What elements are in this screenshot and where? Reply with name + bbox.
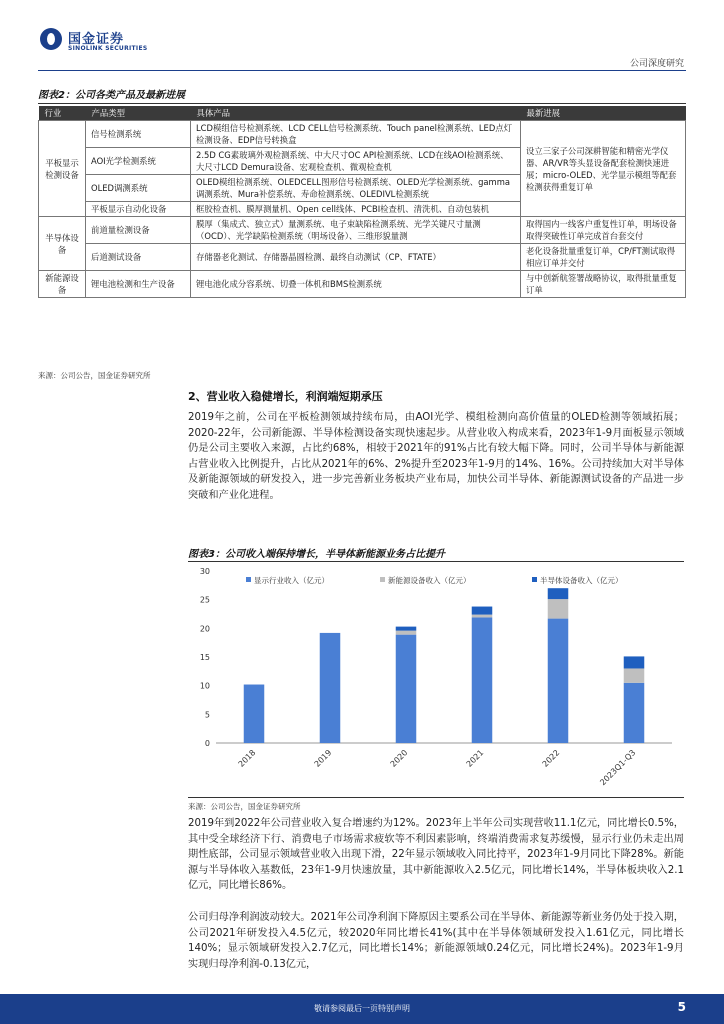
- progress-cell: 与中创新航签署战略协议，取得批量重复订单: [521, 271, 686, 298]
- bar-segment: [396, 627, 417, 631]
- progress-cell: 取得国内一线客户重复性订单，明场设备取得突破性订单完成首台套交付: [521, 217, 686, 244]
- table-header: 行业: [39, 106, 86, 121]
- category-cell: AOI光学检测系统: [86, 148, 191, 175]
- table-row: [39, 271, 686, 298]
- products-cell: 锂电池化成分容系统、切叠一体机和BMS检测系统: [191, 271, 521, 298]
- industry-cell: 半导体设备: [39, 217, 86, 271]
- x-tick-label: 2023Q1-Q3: [598, 748, 638, 788]
- bar-segment: [624, 656, 645, 668]
- products-cell: 存储器老化测试、存储器晶圆检测、最终自动测试（CP、FTATE）: [191, 244, 521, 271]
- y-tick-label: 25: [199, 595, 210, 605]
- y-tick-label: 0: [204, 739, 210, 748]
- header-divider: [38, 70, 686, 71]
- x-tick-label: 2019: [312, 748, 334, 769]
- legend-swatch: [532, 577, 537, 582]
- products-cell: 膜厚（集成式、独立式）量测系统、电子束缺陷检测系统、光学关键尺寸量测（OCD）、光学缺陷检测系统（明场设备）、三维形貌量测: [191, 217, 521, 244]
- y-tick-label: 20: [199, 624, 210, 634]
- category-cell: 前道量检测设备: [86, 217, 191, 244]
- figure3-source: 来源：公司公告，国金证券研究所: [188, 802, 301, 811]
- bar-segment: [472, 607, 493, 615]
- y-tick-label: 10: [199, 681, 210, 691]
- category-cell: 平板显示自动化设备: [86, 202, 191, 217]
- table-row: [39, 121, 686, 148]
- revenue-chart: [188, 563, 684, 795]
- industry-cell: 平板显示检测设备: [39, 121, 86, 217]
- page-number: 5: [677, 1000, 686, 1014]
- table-header: 最新进展: [521, 106, 686, 121]
- table-row: [39, 244, 686, 271]
- paragraph: 公司归母净利润波动较大。2021年公司净利润下降原因主要系公司在半导体、新能源等新业务仍处于投入期，公司2021年研发投入4.5亿元，较2020年同比增长41%(其中在半导体领域研发投入1.61亿元，同比增长140%；显示领域研发投入2.7亿元，同比增长14%；新能源领域0.24亿元，同比增长24%)。2023年1-9月实现归母净利润-0.13亿元，: [188, 912, 684, 970]
- table-header: 具体产品: [191, 106, 521, 121]
- industry-cell: 新能源设备: [39, 271, 86, 298]
- products-cell: LCD模组信号检测系统、LCD CELL信号检测系统、Touch panel检测系统、LED点灯检测设备、EDP信号转换盒: [191, 121, 521, 148]
- logo-text-en: SINOLINK SECURITIES: [68, 45, 148, 52]
- figure3-bottom-rule: [188, 797, 684, 798]
- section-heading: 2、营业收入稳健增长，利润端短期承压: [188, 390, 383, 403]
- progress-cell: 老化设备批量重复订单，CP/FT测试取得相应订单并交付: [521, 244, 686, 271]
- category-cell: OLED调测系统: [86, 175, 191, 202]
- progress-cell: 设立三家子公司深耕智能和精密光学仪器、AR/VR等头显设备配套检测快速进展；micro-OLED、光学显示模组等配套检测获得重复订单: [521, 121, 686, 217]
- legend-label: 半导体设备收入（亿元）: [540, 576, 623, 585]
- y-tick-label: 15: [199, 653, 210, 662]
- figure2-rule: [38, 103, 686, 104]
- products-cell: 框胶检查机、膜厚测量机、Open cell线体、PCBI检查机、清洗机、自动包装机: [191, 202, 521, 217]
- doc-type-label: 公司深度研究: [629, 59, 684, 69]
- products-cell: OLED模组检测系统、OLEDCELL图形信号检测系统、OLED光学检测系统、gamma调测系统、Mura补偿系统、寿命检测系统、OLEDIVL检测系统: [191, 175, 521, 202]
- product-table: [38, 106, 686, 298]
- category-cell: 后道测试设备: [86, 244, 191, 271]
- legend-label: 显示行业收入（亿元）: [254, 576, 329, 585]
- bar-segment: [624, 668, 645, 682]
- legend-label: 新能源设备收入（亿元）: [388, 576, 471, 585]
- y-tick-label: 5: [204, 710, 210, 720]
- disclaimer-note: 敬请参阅最后一页特别声明: [314, 1004, 410, 1013]
- figure3-rule: [188, 561, 684, 562]
- bar-segment: [320, 633, 341, 743]
- logo-text-cn: 国金证券: [68, 32, 125, 47]
- bar-segment: [396, 635, 417, 743]
- bar-segment: [472, 617, 493, 743]
- bar-segment: [548, 588, 569, 599]
- figure2-source: 来源：公司公告，国金证券研究所: [38, 371, 151, 380]
- x-tick-label: 2020: [388, 748, 410, 769]
- products-cell: 2.5D CG素玻璃外观检测系统、中大尺寸OC API检测系统、LCD在线AOI检测系统、大尺寸LCD Demura设备、宏观检查机、微观检查机: [191, 148, 521, 175]
- figure2-title: 图表2：公司各类产品及最新进展: [38, 90, 185, 101]
- legend-swatch: [380, 577, 385, 582]
- x-tick-label: 2018: [236, 748, 258, 769]
- table-row: [39, 217, 686, 244]
- legend-swatch: [246, 577, 251, 582]
- bar-segment: [624, 683, 645, 743]
- x-tick-label: 2021: [464, 748, 486, 769]
- figure3-title: 图表3：公司收入端保持增长，半导体新能源业务占比提升: [188, 549, 445, 560]
- bar-segment: [396, 631, 417, 635]
- table-header-row: [39, 106, 686, 121]
- bar-segment: [244, 685, 265, 743]
- logo-icon: [40, 28, 62, 50]
- bar-segment: [548, 599, 569, 618]
- table-header: 产品类型: [86, 106, 191, 121]
- x-tick-label: 2022: [540, 748, 562, 769]
- paragraph: 2019年之前，公司在平板检测领域持续布局，由AOI光学、模组检测向高价值量的OLED检测等领域拓展；2020-22年，公司新能源、半导体检测设备实现快速起步。从营业收入构成来看，2023年1-9月面板显示领域仍是公司主要收入来源，占比约68%，相较于2021年的91%占比有较大幅下降。同时，公司半导体与新能源占营业收入比例提升，占比从2021年的6%、2%提升至2023年1-9月的14%、16%。公司持续加大对半导体及新能源领域的研发投入，进一步完善新业务板块产业布局，加快公司半导体、新能源测试设备的产品进一步突破和产业化进程。: [188, 412, 684, 501]
- bar-segment: [548, 619, 569, 743]
- y-tick-label: 30: [199, 567, 210, 576]
- paragraph: 2019年到2022年公司营业收入复合增速约为12%。2023年上半年公司实现营收11.1亿元，同比增长0.5%，其中受全球经济下行、消费电子市场需求疲软等不利因素影响，终端消费需求复苏缓慢，显示行业仍未走出周期性底部，公司显示领域营业收入出现下滑，22年显示领域收入同比持平，2023年1-9月同比下降28%。新能源与半导体收入基数低，23年1-9月快速放量，其中新能源收入2.5亿元，同比增长14%，半导体板块收入2.1亿元，同比增长86%。: [188, 818, 684, 892]
- bar-segment: [472, 615, 493, 618]
- category-cell: 锂电池检测和生产设备: [86, 271, 191, 298]
- category-cell: 信号检测系统: [86, 121, 191, 148]
